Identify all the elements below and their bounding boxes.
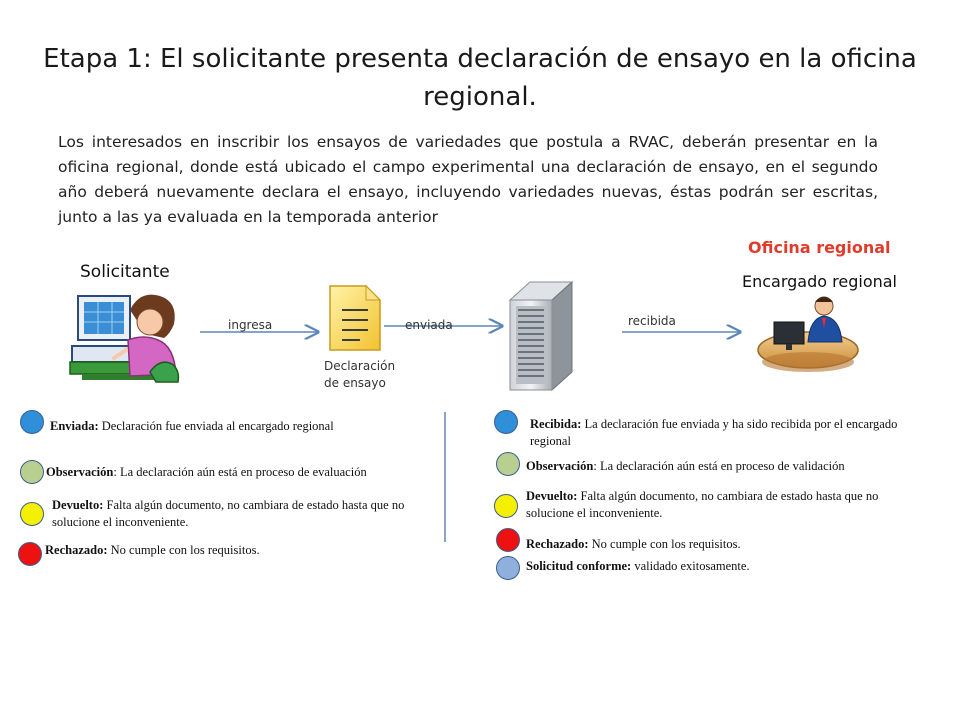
status-term: Observación (46, 465, 114, 479)
status-desc: Declaración fue enviada al encargado regional (101, 419, 334, 433)
status-item-conforme (526, 558, 906, 575)
status-desc: validado exitosamente. (634, 559, 750, 573)
status-term: Enviada: (50, 419, 99, 433)
status-dot-rechazado-right (496, 528, 520, 552)
status-item-devuelto (52, 497, 412, 531)
document-label (324, 358, 395, 392)
status-term: Solicitud conforme: (526, 559, 632, 573)
status-desc: : La declaración aún está en proceso de evaluación (113, 465, 367, 479)
status-dot-devuelto-right (494, 494, 518, 518)
recibida-label: recibida (628, 314, 676, 328)
status-dot-observacion (20, 460, 44, 484)
status-item-devuelto-right (526, 488, 886, 522)
status-desc: No cumple con los requisitos. (110, 543, 260, 557)
status-item-observacion-right (526, 458, 926, 475)
status-dot-rechazado (18, 542, 42, 566)
status-term: Observación (526, 459, 594, 473)
status-item-enviada (50, 418, 440, 435)
document-label-line2: de ensayo (324, 376, 386, 390)
enviada-label: enviada (405, 318, 453, 332)
status-item-rechazado (45, 542, 425, 559)
encargado-regional-label: Encargado regional (742, 272, 897, 291)
solicitante-label: Solicitante (80, 262, 170, 282)
status-term: Recibida: (530, 417, 582, 431)
status-desc: Falta algún documento, no cambiara de estado hasta que no solucione el inconveniente. (52, 498, 405, 529)
page-title: Etapa 1: El solicitante presenta declaración de ensayo en la oficina regional. (43, 44, 917, 112)
document-label-line1: Declaración (324, 359, 396, 373)
status-dot-observacion-right (496, 452, 520, 476)
status-term: Rechazado: (526, 537, 589, 551)
status-divider (444, 412, 446, 542)
server-icon (510, 282, 572, 390)
oficina-regional-label: Oficina regional (748, 238, 891, 257)
status-dot-enviada (20, 410, 44, 434)
status-item-rechazado-right (526, 536, 906, 553)
document-icon (330, 286, 380, 350)
status-desc: : La declaración aún está en proceso de validación (593, 459, 845, 473)
intro-paragraph: Los interesados en inscribir los ensayos de variedades que postula a RVAC, deberán presentar en la oficina regional, donde está ubicado el campo experimental una declaración de ensayo, en el segundo año deberá nuevamente declara el ensayo, incluyendo variedades nuevas, éstas podrán ser escritas, junto a las ya evaluada en la temporada anterior (58, 133, 878, 226)
status-dot-conforme (496, 556, 520, 580)
status-dot-recibida (494, 410, 518, 434)
status-desc: No cumple con los requisitos. (591, 537, 741, 551)
ingresa-label: ingresa (228, 318, 273, 332)
solicitante-computer-icon (70, 295, 178, 382)
status-dot-devuelto (20, 502, 44, 526)
status-item-recibida (530, 416, 910, 450)
status-term: Devuelto: (52, 498, 104, 512)
encargado-desk-icon (758, 297, 858, 372)
status-item-observacion (46, 464, 438, 481)
status-desc: Falta algún documento, no cambiara de estado hasta que no solucione el inconveniente. (526, 489, 879, 520)
status-desc: La declaración fue enviada y ha sido recibida por el encargado regional (530, 417, 898, 448)
status-term: Rechazado: (45, 543, 108, 557)
status-term: Devuelto: (526, 489, 578, 503)
